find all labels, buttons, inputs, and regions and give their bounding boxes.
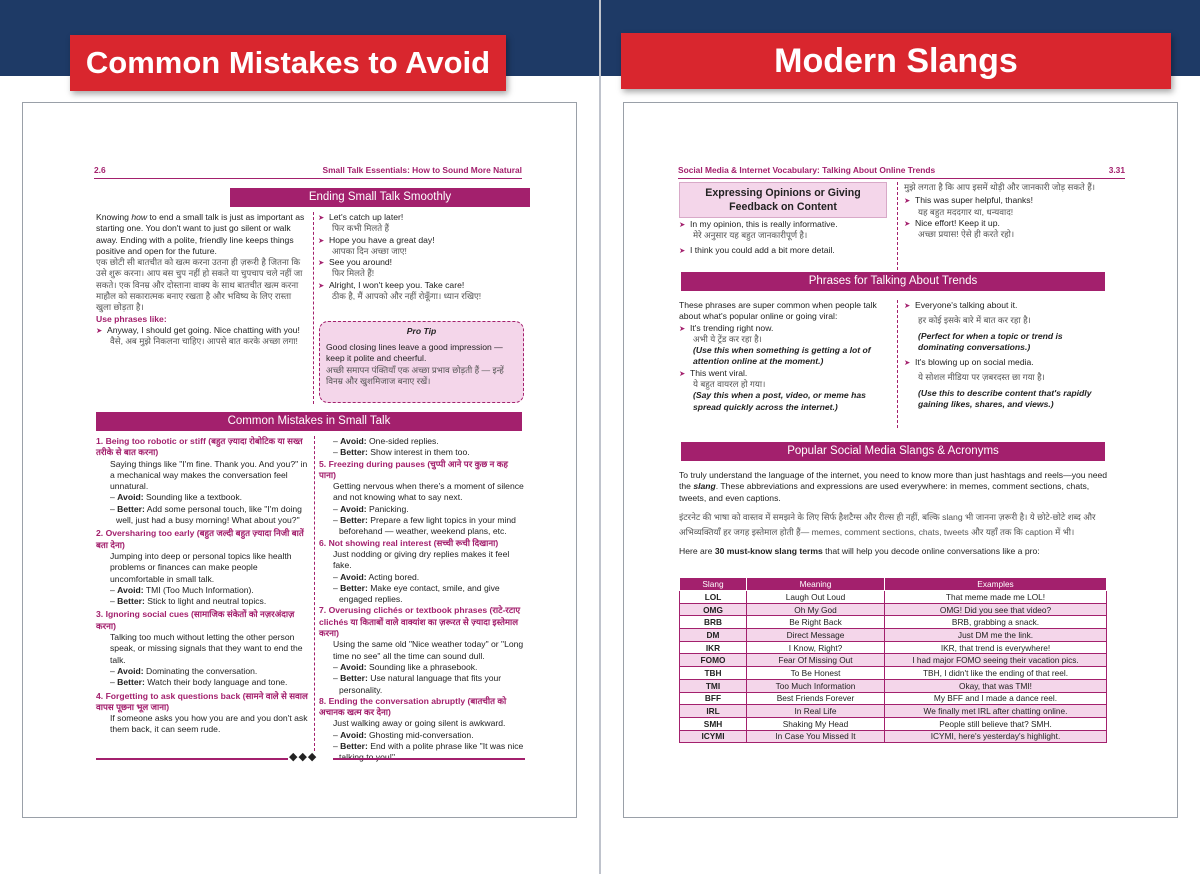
phrase-en: ➤ I think you could add a bit more detail. [679,245,889,256]
mistake-avoid: – Avoid: TMI (Too Much Information). [110,584,254,595]
phrase-en: ➤ It's blowing up on social media. [904,357,1109,368]
example-cell: ICYMI, here's yesterday's highlight. [885,730,1107,743]
section-title-trends: Phrases for Talking About Trends [681,272,1105,291]
meaning-cell: Fear Of Missing Out [747,654,885,667]
banner-title: Modern Slangs [621,33,1171,89]
slang-cell: BRB [680,616,747,629]
table-row [680,616,1107,629]
diamond-ornament-icon: ◆◆◆ [289,750,318,763]
phrase-note: (Perfect for when a topic or trend is dominating conversations.) [918,330,1063,352]
meaning-cell: In Case You Missed It [747,730,885,743]
phrase-en: ➤ Nice effort! Keep it up. [904,218,1124,229]
table-row [680,654,1107,667]
opinion-right-column [904,182,1124,240]
mistake-avoid: – Avoid: Ghosting mid-conversation. [333,729,474,740]
slang-cell: SMH [680,717,747,730]
pro-tip-title: Pro Tip [406,326,437,336]
phrase-hi: आपका दिन अच्छा जाए! [332,245,407,256]
phrase-hi: फिर कभी मिलते हैं [332,223,390,234]
section-title-mistakes: Common Mistakes in Small Talk [96,412,522,431]
meaning-cell: In Real Life [747,705,885,718]
opinion-heading-box: Expressing Opinions or Giving Feedback on Content [679,182,887,218]
table-row [680,667,1107,680]
slang-cell: IKR [680,641,747,654]
table-row [680,705,1107,718]
mistake-better: – Better: Prepare a few light topics in your mind beforehand — weather, weekend plans, etc. [333,515,516,537]
phrase-en: ➤ It's trending right now. [679,323,889,334]
mistake-body: Getting nervous when there's a moment of silence and not knowing what to say next. [333,481,524,503]
table-header-row [680,578,1107,591]
meaning-cell: Best Friends Forever [747,692,885,705]
mistake-better: – Better: Show interest in them too. [333,447,470,458]
trends-intro: These phrases are super common when people talk about what's popular online or going viral: [679,300,877,322]
meaning-cell: Shaking My Head [747,717,885,730]
trends-left-column [679,300,889,413]
example-cell: My BFF and I made a dance reel. [885,692,1107,705]
table-row [680,603,1107,616]
slang-table [679,577,1107,743]
mistake-better: – Better: Watch their body language and tone. [110,677,288,688]
example-cell: TBH, I didn't like the ending of that reel. [885,667,1107,680]
phrase-en: ➤ This went viral. [679,368,889,379]
mistake-body: If someone asks you how you are and you don't ask them back, it can seem rude. [110,713,308,735]
mistake-heading: 1. Being too robotic or stiff (बहुत ज़्यादा रोबोटिक या सख्त तरीके से बात करना) [96,436,303,458]
phrase-hi: मेरे अनुसार यह बहुत जानकारीपूर्ण है। [693,230,808,241]
page-number: 3.31 [1108,165,1125,175]
slang-cell: DM [680,629,747,642]
column-header: Examples [885,578,1107,591]
column-divider [897,182,898,270]
phrase-en: ➤ Let's catch up later! [318,212,523,223]
example-cell: We finally met IRL after chatting online. [885,705,1107,718]
footer-rule-left [96,758,288,760]
banner-title: Common Mistakes to Avoid [70,35,506,91]
example-cell: I had major FOMO seeing their vacation pics. [885,654,1107,667]
phrase-en: ➤ Alright, I won't keep you. Take care! [318,280,523,291]
mistake-heading: 3. Ignoring social cues (सामाजिक संकेतों को नज़रअंदाज़ करना) [96,609,295,631]
mistake-body: Saying things like "I'm fine. Thank you. And you?" in a mechanical way makes the conversation feel unnatural. [110,458,308,492]
section-title-ending: Ending Small Talk Smoothly [230,188,530,207]
trends-right-column [904,300,1109,410]
mistake-better: – Better: End with a polite phrase like "It was nice [333,741,524,752]
slangs-intro [679,470,1109,557]
example-cell: Just DM me the link. [885,629,1107,642]
slang-cell: ICYMI [680,730,747,743]
table-row [680,717,1107,730]
table-row [680,679,1107,692]
mistake-better: – Better: Use natural language that fits your personality. [333,673,502,695]
meaning-cell: Laugh Out Loud [747,591,885,604]
meaning-cell: Direct Message [747,629,885,642]
phrase-hi: मुझे लगता है कि आप इसमें थोड़ी और जानकारी जोड़ सकते हैं। [904,182,1096,192]
column-divider [897,300,898,428]
section-title-slangs: Popular Social Media Slangs & Acronyms [681,442,1105,461]
mistake-avoid: – Avoid: Acting bored. [333,571,420,582]
phrase-en: ➤ Hope you have a great day! [318,235,523,246]
table-row [680,641,1107,654]
table-row [680,629,1107,642]
slang-cell: LOL [680,591,747,604]
column-header: Meaning [747,578,885,591]
page-header [678,161,1125,179]
pro-tip-box [319,321,524,403]
mistake-body: Just walking away or going silent is awkward. [333,718,506,729]
mistake-avoid: – Avoid: Dominating the conversation. [110,665,258,676]
slang-cell: TMI [680,679,747,692]
column-divider [314,436,315,751]
footer-rule-right [333,758,525,760]
phrase-hi: ये सोशल मीडिया पर ज़बरदस्त छा गया है। [918,372,1045,383]
intro-hindi: एक छोटी सी बातचीत को खत्म करना उतना ही ज़रूरी है जितना कि उसे शुरू करना। आप बस चुप नहीं हो सकते या चुपचाप चले नहीं जा सकते। एक विनम्र और दोस्ताना वाक्य के साथ बातचीत खत्म करना माहौल को सकारात्मक बनाए रखता है और भविष्य के लिए रास्ता खुला छोड़ता है। [96,257,303,313]
phrase-hi: अभी ये ट्रेंड कर रहा है। [693,333,762,344]
book-page [22,102,577,818]
slang-cell: IRL [680,705,747,718]
phrase-hi: ये बहुत वायरल हो गया। [693,379,766,390]
table-intro: Here are 30 must-know slang terms that will help you decode online conversations like a pro: [679,545,1040,556]
mistake-heading: 8. Ending the conversation abruptly (बातचीत को अचानक खत्म कर देना) [319,695,507,718]
slang-cell: TBH [680,667,747,680]
mistake-avoid: – Avoid: Panicking. [333,503,409,514]
mistake-body: Talking too much without letting the other person speak, or missing signals that they want to end the talk. [110,632,303,665]
mistake-heading: 6. Not showing real interest (सच्ची रूची दिखाना) [319,537,499,548]
intro-english: To truly understand the language of the internet, you need to know more than just hashtags and reels—you need the slang. These abbreviations and expressions are used everywhere: in memes, comment sections, chats, tweets, and even captions. [679,470,1108,503]
example-cell: That meme made me LOL! [885,591,1107,604]
meaning-cell: Oh My God [747,603,885,616]
column-divider [313,212,314,404]
left-page-panel [0,0,599,874]
phrase-hi: ठीक है, मैं आपको और नहीं रोकूँगा। ध्यान रखिए! [332,291,482,302]
mistake-avoid: – Avoid: One-sided replies. [333,436,439,446]
phrase-hi: यह बहुत मददगार था, धन्यवाद! [918,206,1014,217]
example-cell: People still believe that? SMH. [885,717,1107,730]
mistake-avoid: – Avoid: Sounding like a textbook. [110,492,243,503]
phrase-en: ➤ This was super helpful, thanks! [904,195,1124,206]
phrase-en: ➤ In my opinion, this is really informative. [679,219,889,230]
page-header [94,161,522,179]
use-phrase-english: ➤ Anyway, I should get going. Nice chatting with you! [96,325,306,336]
example-cell: IKR, that trend is everywhere! [885,641,1107,654]
slang-cell: FOMO [680,654,747,667]
pro-tip-english: Good closing lines leave a good impression — keep it polite and cheerful. [326,341,503,363]
opinion-left-column [679,219,889,256]
meaning-cell: To Be Honest [747,667,885,680]
mistake-avoid: – Avoid: Sounding like a phrasebook. [333,661,478,672]
use-phrase-hindi: वैसे, अब मुझे निकलना चाहिए। आपसे बात करके अच्छा लगा! [110,336,298,347]
mistake-better: – Better: Stick to light and neutral topics. [110,596,267,607]
page-number: 2.6 [94,165,106,175]
phrase-en: ➤ See you around! [318,257,523,268]
mistake-body: Just nodding or giving dry replies makes it feel fake. [333,548,510,571]
running-head: Social Media & Internet Vocabulary: Talking About Online Trends [678,165,936,175]
slang-cell: BFF [680,692,747,705]
mistake-body: Jumping into deep or personal topics like health problems or finances can make people uncomfortable in small talk. [110,550,292,584]
meaning-cell: Too Much Information [747,679,885,692]
table-row [680,730,1107,743]
table-row [680,692,1107,705]
phrase-hi: हर कोई इसके बारे में बात कर रहा है। [918,315,1031,326]
mistake-better: – Better: Make eye contact, smile, and give engaged replies. [333,582,500,605]
intro-english: Knowing how to end a small talk is just as important as starting one. You don't want to just go silent or walk away. Ending with a polite, friendly line keeps things positive and open for the future. [96,212,305,256]
meaning-cell: I Know, Right? [747,641,885,654]
phrase-note: (Use this when something is getting a lot of attention online at the moment.) [693,345,871,367]
intro-hindi: इंटरनेट की भाषा को वास्तव में समझने के लिए सिर्फ हैशटैग्स और रील्स ही नहीं, बल्कि slang भी जानना ज़रूरी है। ये छोटे-छोटे शब्द और अभिव्यक्तियाँ हर जगह इस्तेमाल होती हैं— memes, comment sections, chats, tweets और यहाँ तक कि caption में भी। [679,511,1096,537]
mistake-heading: 5. Freezing during pauses (चुप्पी आने पर कुछ न कह पाना) [319,458,508,480]
column-header: Slang [680,578,747,591]
mistake-heading: 4. Forgetting to ask questions back (सामने वाले से सवाल वापस पूछना भूल जाना) [96,690,308,712]
right-page-panel [601,0,1200,874]
mistake-heading: 7. Overusing clichés or textbook phrases (राटे-रटाए clichés या किताबों वाले वाक्यांश का ज़रूरत से ज़्यादा इस्तेमाल करना) [319,605,521,639]
example-cell: OMG! Did you see that video? [885,603,1107,616]
mistakes-right-column [319,436,526,764]
phrase-hi: फिर मिलते हैं! [332,268,375,279]
mistakes-left-column [96,436,309,736]
book-page [623,102,1178,818]
example-cell: BRB, grabbing a snack. [885,616,1107,629]
use-phrases-label: Use phrases like: [96,313,167,324]
slang-cell: OMG [680,603,747,616]
table-row [680,591,1107,604]
phrase-note: (Use this to describe content that's rapidly gaining likes, shares, and views.) [918,387,1092,410]
mistake-better: – Better: Add some personal touch, like "I'm doing well, just had a busy morning! What about you?" [110,503,302,526]
mistake-heading: 2. Oversharing too early (बहुत जल्दी बहुत ज़्यादा निजी बातें बता देना) [96,528,304,550]
example-cell: Okay, that was TMI! [885,679,1107,692]
pro-tip-hindi: अच्छी समापन पंक्तियाँ एक अच्छा प्रभाव छोड़ती हैं — इन्हें विनम्र और खुशमिजाज बनाए रखें। [326,364,504,386]
phrase-note: (Say this when a post, video, or meme has spread quickly across the internet.) [693,390,866,412]
meaning-cell: Be Right Back [747,616,885,629]
ending-right-column [318,212,523,302]
mistake-body: Using the same old "Nice weather today" or "Long time no see" all the time can sound dull. [333,639,524,661]
phrase-en: ➤ Everyone's talking about it. [904,300,1109,311]
phrase-hi: अच्छा प्रयास! ऐसे ही करते रहो। [918,229,1015,240]
ending-left-column [96,212,306,348]
running-head: Small Talk Essentials: How to Sound More Natural [322,165,522,175]
